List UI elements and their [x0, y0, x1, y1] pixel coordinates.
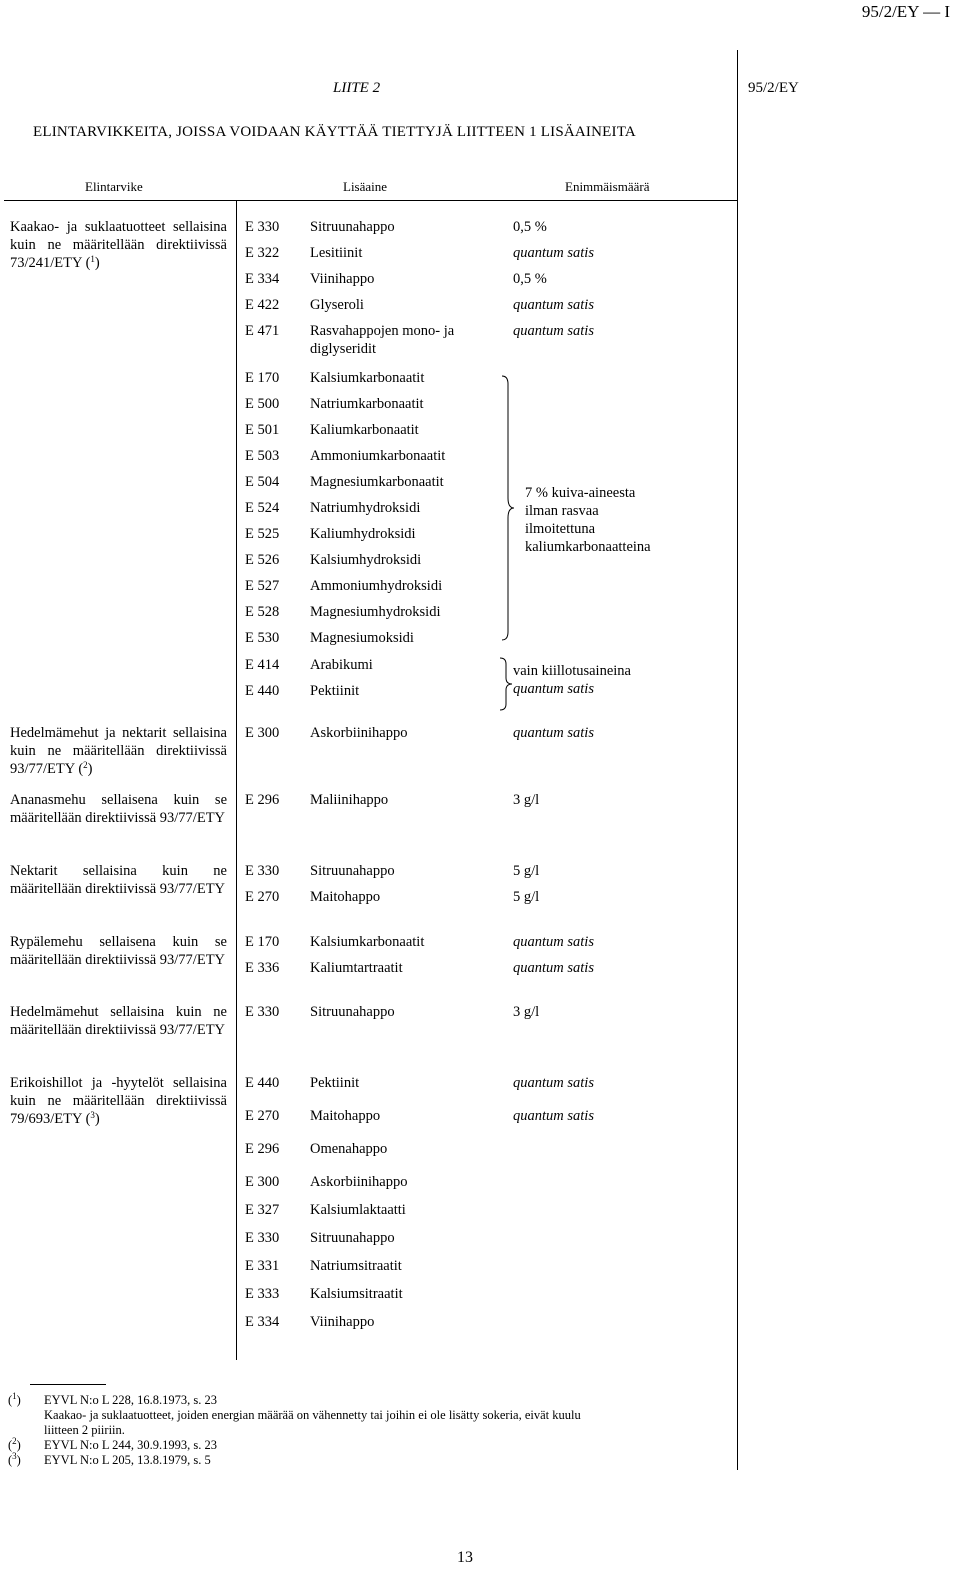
additive-name: Maliinihappo — [310, 792, 389, 808]
additive-name: Kalsiumlaktaatti — [310, 1202, 406, 1218]
additive-code: E 296 — [245, 792, 280, 808]
additive-code: E 330 — [245, 219, 280, 235]
column-divider — [236, 200, 237, 1360]
additive-name: Rasvahappojen mono- ja — [310, 323, 455, 339]
additive-code: E 331 — [245, 1258, 280, 1274]
bracket-max-2: vain kiillotusaineina quantum satis — [513, 663, 631, 697]
footnote-mark: ($^2$) — [8, 1436, 21, 1452]
additive-name: Arabikumi — [310, 657, 373, 673]
additive-name: Glyseroli — [310, 297, 364, 313]
max-amount: quantum satis — [513, 297, 594, 313]
bracket-max-1: 7 % kuiva-aineesta ilman rasvaa ilmoitettuna kaliumkarbonaatteina — [525, 485, 651, 555]
additive-code: E 440 — [245, 683, 280, 699]
additive-name: Kaliumtartraatit — [310, 960, 403, 976]
additive-name: Lesitiinit — [310, 245, 363, 261]
page-number: 13 — [457, 1549, 473, 1566]
additive-name: Kalsiumkarbonaatit — [310, 370, 425, 386]
additive-code: E 270 — [245, 889, 280, 905]
additive-code: E 414 — [245, 657, 280, 673]
additive-code: E 296 — [245, 1141, 280, 1157]
food-item-nectars: Nektarit sellaisina kuin ne määritellään direktiivissä 93/77/ETY — [10, 863, 227, 897]
additive-code: E 327 — [245, 1202, 280, 1218]
additive-code: E 322 — [245, 245, 280, 261]
additive-name: Magnesiumkarbonaatit — [310, 474, 444, 490]
additive-code: E 334 — [245, 1314, 280, 1330]
column-header-food: Elintarvike — [85, 179, 143, 194]
additive-code: E 524 — [245, 500, 280, 516]
additive-name: Magnesiumoksidi — [310, 630, 414, 646]
food-item-fruit-juices: Hedelmämehut sellaisina kuin ne määritellään direktiivissä 93/77/ETY — [10, 1004, 227, 1038]
additive-name: Sitruunahappo — [310, 863, 395, 879]
additive-name: Kalsiumsitraatit — [310, 1286, 403, 1302]
footnote-text: EYVL N:o L 244, 30.9.1993, s. 23 — [44, 1438, 218, 1452]
max-amount: 0,5 % — [513, 271, 547, 287]
additive-code: E 528 — [245, 604, 280, 620]
food-item-jams-jellies: Erikoishillot ja -hyytelöt sellaisina kuin ne määritellään direktiivissä 79/693/ETY ($^3$) — [10, 1075, 227, 1127]
food-item-fruit-juices-nectars: Hedelmämehut ja nektarit sellaisina kuin ne määritellään direktiivissä 93/77/ETY ($^2$) — [10, 725, 227, 777]
additive-name: Kalsiumhydroksidi — [310, 552, 422, 568]
additive-code: E 527 — [245, 578, 280, 594]
additive-name: Askorbiinihappo — [310, 725, 408, 741]
column-header-additive: Lisäaine — [343, 179, 388, 194]
footnote-text: Kaakao- ja suklaatuotteet, joiden energian määrää on vähennetty tai joihin ei ole lisätty sokeria, eivät kuulu — [44, 1408, 581, 1422]
max-amount: quantum satis — [513, 934, 594, 950]
max-amount: quantum satis — [513, 725, 594, 741]
brace-icon — [498, 656, 514, 712]
additive-code: E 330 — [245, 1004, 280, 1020]
additive-code: E 270 — [245, 1108, 280, 1124]
additive-name: Maitohappo — [310, 889, 381, 905]
column-header-max: Enimmäismäärä — [565, 179, 650, 194]
additive-name: Sitruunahappo — [310, 1004, 395, 1020]
additive-code: E 526 — [245, 552, 280, 568]
additive-name: Natriumkarbonaatit — [310, 396, 424, 412]
additive-name: Sitruunahappo — [310, 1230, 395, 1246]
margin-rule — [737, 50, 738, 1470]
food-item-cocoa: Kaakao- ja suklaatuotteet sellaisina kuin ne määritellään direktiivissä 73/241/ETY ($^1$) — [10, 219, 227, 271]
header-rule — [4, 200, 737, 201]
additive-code: E 333 — [245, 1286, 280, 1302]
additive-name: Pektiinit — [310, 1075, 360, 1091]
additive-name: Pektiinit — [310, 683, 360, 699]
additive-code: E 170 — [245, 370, 280, 386]
footnote-text: EYVL N:o L 205, 13.8.1979, s. 5 — [44, 1453, 211, 1467]
additive-name: Kaliumkarbonaatit — [310, 422, 419, 438]
annex-label: LIITE 2 — [333, 80, 381, 96]
additive-name: Kaliumhydroksidi — [310, 526, 416, 542]
page-header-ref: 95/2/EY — I — [861, 2, 950, 21]
additive-name: Natriumhydroksidi — [310, 500, 421, 516]
additive-name: Ammoniumhydroksidi — [310, 578, 443, 594]
food-item-grape-juice: Rypälemehu sellaisena kuin se määritellään direktiivissä 93/77/ETY — [10, 934, 227, 968]
max-amount: quantum satis — [513, 1108, 594, 1124]
additive-name: Askorbiinihappo — [310, 1174, 408, 1190]
additive-name: Kalsiumkarbonaatit — [310, 934, 425, 950]
additive-code: E 504 — [245, 474, 280, 490]
max-amount: 3 g/l — [513, 1004, 540, 1020]
additive-code: E 334 — [245, 271, 280, 287]
additive-code: E 336 — [245, 960, 280, 976]
footnote-text: liitteen 2 piiriin. — [44, 1423, 125, 1437]
additive-code: E 530 — [245, 630, 280, 646]
additive-code: E 330 — [245, 863, 280, 879]
food-item-pineapple-juice: Ananasmehu sellaisena kuin se määritellään direktiivissä 93/77/ETY — [10, 792, 227, 826]
footnote-rule — [30, 1384, 106, 1385]
page-title: ELINTARVIKKEITA, JOISSA VOIDAAN KÄYTTÄÄ TIETTYJÄ LIITTEEN 1 LISÄAINEITA — [33, 124, 636, 140]
additive-code: E 300 — [245, 1174, 280, 1190]
additive-name: Maitohappo — [310, 1108, 381, 1124]
max-amount: 0,5 % — [513, 219, 547, 235]
side-reference: 95/2/EY — [748, 80, 799, 96]
max-amount: quantum satis — [513, 960, 594, 976]
max-amount: quantum satis — [513, 323, 594, 339]
footnote-mark: ($^3$) — [8, 1451, 21, 1467]
additive-code: E 300 — [245, 725, 280, 741]
max-amount: 5 g/l — [513, 889, 540, 905]
additive-code: E 525 — [245, 526, 280, 542]
additive-name: Natriumsitraatit — [310, 1258, 402, 1274]
max-amount: quantum satis — [513, 1075, 594, 1091]
additive-name: Ammoniumkarbonaatit — [310, 448, 446, 464]
max-amount: quantum satis — [513, 245, 594, 261]
additive-name: Viinihappo — [310, 1314, 375, 1330]
footnote-text: EYVL N:o L 228, 16.8.1973, s. 23 — [44, 1393, 218, 1407]
footnote-mark: ($^1$) — [8, 1391, 21, 1407]
additive-code: E 503 — [245, 448, 280, 464]
brace-icon — [500, 374, 524, 642]
additive-code: E 501 — [245, 422, 280, 438]
additive-name: Magnesiumhydroksidi — [310, 604, 441, 620]
additive-name-continued: diglyseridit — [310, 341, 377, 357]
max-amount: 3 g/l — [513, 792, 540, 808]
additive-code: E 330 — [245, 1230, 280, 1246]
additive-code: E 500 — [245, 396, 280, 412]
additive-code: E 170 — [245, 934, 280, 950]
additive-code: E 422 — [245, 297, 280, 313]
additive-name: Sitruunahappo — [310, 219, 395, 235]
additive-code: E 471 — [245, 323, 280, 339]
additive-code: E 440 — [245, 1075, 280, 1091]
max-amount: 5 g/l — [513, 863, 540, 879]
additive-name: Viinihappo — [310, 271, 375, 287]
additive-name: Omenahappo — [310, 1141, 388, 1157]
